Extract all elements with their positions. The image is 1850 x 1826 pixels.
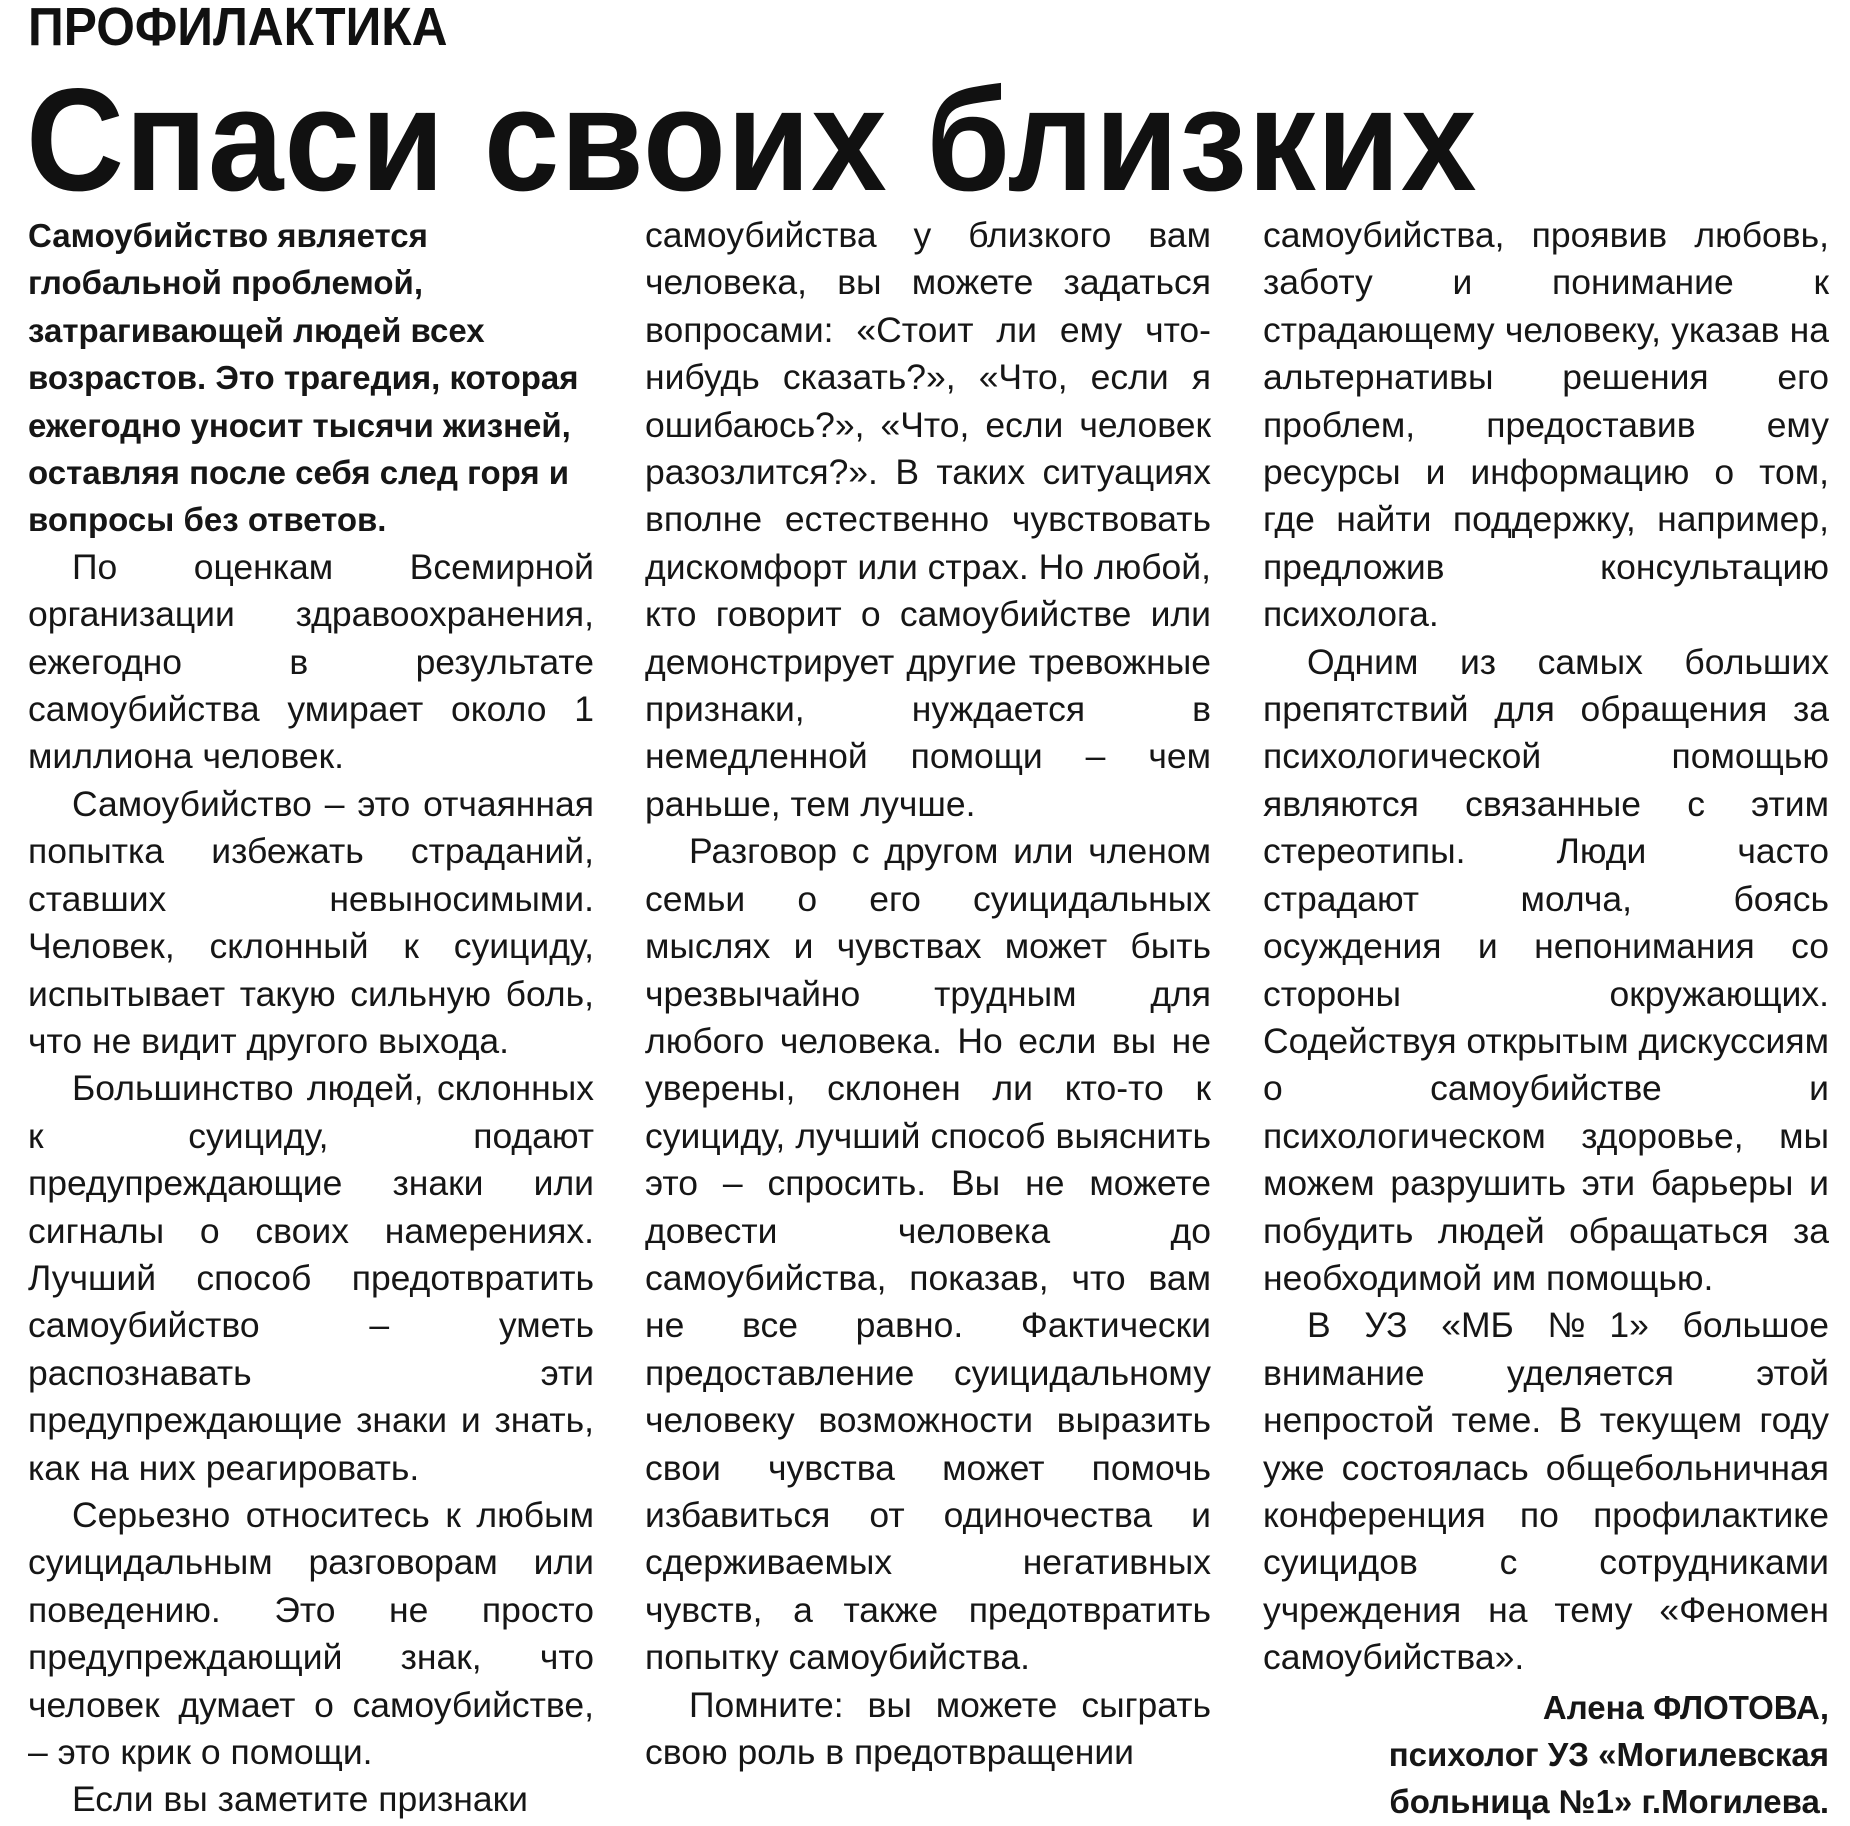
paragraph: самоубийства, проявив любовь, заботу и понимание к страдающему человеку, указав на альтернативы решения его проблем, предоставив ему ресурсы и информацию о том, где найти поддержку, например, предложив консультацию психолога. (1263, 215, 1829, 635)
paragraph: Самоубийство – это отчаянная попытка избежать страданий, ставших невыносимыми. Человек, склонный к суициду, испытывает такую сильную боль, что не видит другого выхода. (28, 783, 594, 1061)
paragraph: Большинство людей, склонных к суициду, подают предупреждающие знаки или сигналы о своих намерениях. Лучший способ предотвратить самоубийство – уметь распознавать эти предупреждающие знаки и знать, как на них реагировать. (28, 1068, 594, 1488)
paragraph: В УЗ «МБ №1» большое внимание уделяется этой непростой теме. В текущем году уже состоялась общебольничная конференция по профилактике суицидов с сотрудниками учреждения на тему «Феномен самоубийства». (1263, 1305, 1829, 1678)
author-signature (1263, 1684, 1829, 1826)
rubric-label: ПРОФИЛАКТИКА (28, 0, 448, 57)
paragraph: Разговор с другом или членом семьи о его суицидальных мыслях и чувствах может быть чрезвычайно трудным для любого человека. Но если вы не уверены, склонен ли кто-то к суициду, лучший способ выяснить это – спросить. Вы не можете довести человека до самоубийства, показав, что вам не все равно. Фактически предоставление суицидальному человеку возможности выразить свои чувства может помочь избавиться от одиночества и сдерживаемых негативных чувств, а также предотвратить попытку самоубийства. (645, 831, 1211, 1678)
author-organization: больница №1» г.Могилева. (1389, 1783, 1829, 1821)
article-lead: Самоубийство является глобальной проблемой, затрагивающей людей всех возрастов. Это трагедия, которая ежегодно уносит тысячи жизней, оставляя после себя след горя и вопросы без ответов. (28, 217, 579, 539)
article-column-1 (28, 212, 594, 1824)
paragraph: Помните: вы можете сыграть свою роль в предотвращении (645, 1684, 1211, 1772)
paragraph: По оценкам Всемирной организации здравоохранения, ежегодно в результате самоубийства умирает около 1 миллиона человек. (28, 546, 594, 777)
paragraph: Одним из самых больших препятствий для обращения за психологической помощью являются связанные с этим стереотипы. Люди часто страдают молча, боясь осуждения и непонимания со стороны окружающих. Содействуя открытым дискуссиям о самоубийстве и психологическом здоровье, мы можем разрушить эти барьеры и побудить людей обращаться за необходимой им помощью. (1263, 641, 1830, 1298)
paragraph: Если вы заметите признаки (72, 1779, 529, 1820)
article-column-3 (1263, 212, 1829, 1826)
author-position: психолог УЗ «Могилевская (1388, 1736, 1829, 1773)
paragraph: Серьезно относитесь к любым суицидальным разговорам или поведению. Это не просто предупреждающий знак, что человек думает о самоубийстве, – это крик о помощи. (28, 1494, 594, 1772)
author-name: Алена ФЛОТОВА, (1542, 1688, 1829, 1726)
article-headline: Спаси своих близких (26, 58, 1478, 221)
paragraph: самоубийства у близкого вам человека, вы можете задаться вопросами: «Стоит ли ему что-нибудь сказать?», «Что, если я ошибаюсь?», «Что, если человек разозлится?». В таких ситуациях вполне естественно чувствовать дискомфорт или страх. Но любой, кто говорит о самоубийстве или демонстрирует другие тревожные признаки, нуждается в немедленной помощи – чем раньше, тем лучше. (645, 215, 1211, 824)
article-column-2 (645, 212, 1211, 1776)
